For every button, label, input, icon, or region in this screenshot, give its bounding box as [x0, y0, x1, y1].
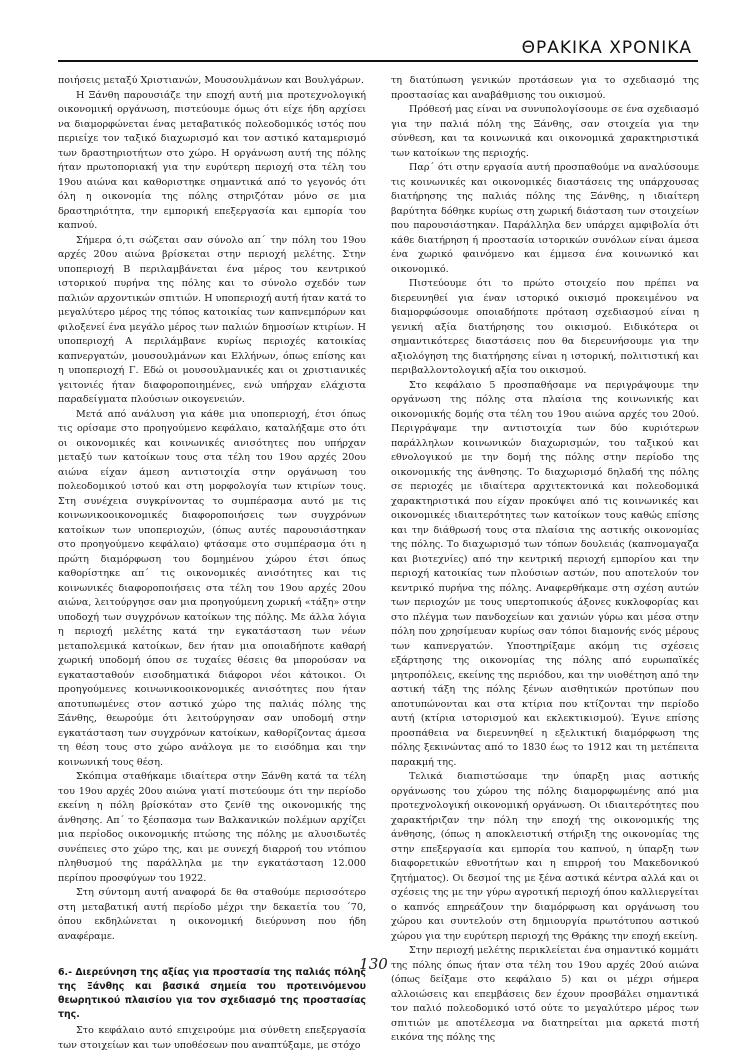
paragraph: ποιήσεις μεταξύ Χριστιανών, Μουσουλμάνων και Βουλγάρων.: [58, 75, 364, 86]
paragraph: Σκόπιμα σταθήκαμε ιδιαίτερα στην Ξάνθη κατά τα τέλη του 19ου αρχές 20ου αιώνα γιατί πιστεύουμε ότι την περίοδο εκείνη η πόλη βρίσκόταν στο ζενίθ της οικονομικής της άνθησης. Απ΄ το ξέσπασμα των Βαλκανικών πολέμων αρχίζει μια περίοδος οικονομικής πτώσης της πόλης με αλυσιδωτές συνέπειες στο χώρο της, και με συνεχή διαρροή του ντόπιου πληθυσμού της παράλληλα με την εγκατάσταση 12.000 περίπου προσφύγων του 1922.: [58, 771, 366, 884]
paragraph: τη διατύπωση γενικών προτάσεων για το σχεδιασμό της προστασίας και αναβάθμισης του οικισμού.: [391, 75, 699, 101]
paragraph: Παρ΄ ότι στην εργασία αυτή προσπαθούμε να αναλύσουμε τις κοινωνικές και οικονομικές διαστάσεις της υπάρχουσας διατήρησης της παλιάς πόλης της Ξάνθης, η ιδιαίτερη βαρύτητα δόθηκε κυρίως στη χωρική διάσταση των στοιχείων που παρουσιάστηκαν. Παράλληλα δεν υπάρχει αμφιβολία ότι κάθε διατήρηση ή προστασία ιστορικών συνόλων είναι άμεσα ένα χωρικό φαινόμενο και έμμεσα ένα κοινωνικό και οικονομικό.: [391, 162, 699, 275]
paragraph: Τελικά διαπιστώσαμε την ύπαρξη μιας αστικής οργάνωσης του χώρου της πόλης διαμορφωμένης από μια προτεχνολογική οικονομική οργάνωση. Οι ιδιαιτερότητες που χαρακτήριζαν την πόλη την εποχή της οικονομικής της άνθησης, (όπως η αποκλειστική στήριξη της οικονομίας της στην επεξεργασία και εμπορία του καπνού, η ύπαρξη των διαφορετικών εθνοτήτων και η επιρροή του Μακεδονικού ζητήματος). Οι δεσμοί της με ξένα αστικά κέντρα αλλά και οι σχέσεις της με την γύρω αγροτική περιοχή όπου καλλιεργείται ο καπνός επηρεάζουν την διαμόρφωση και οργάνωση του χώρου και συντελούν στη δημιουργία πρωτότυπου αστικού χώρου για την ευρύτερη περιοχή της Θράκης την εποχή εκείνη.: [391, 771, 699, 942]
paragraph: Στο κεφάλαιο αυτό επιχειρούμε μια σύνθετη επεξεργασία των στοιχείων και των υποθέσεων που αναπτύξαμε, με στόχο: [58, 1025, 366, 1051]
paragraph: Πιστεύουμε ότι το πρώτο στοιχείο που πρέπει να διερευνηθεί για έναν ιστορικό οικισμό προκειμένου να διαμορφώσουμε οποιαδήποτε πρόταση σχεδιασμού είναι η γενική αξία διατήρησης του οικισμού. Ειδικότερα οι σημαντικότερες διαστάσεις που θα διερευνήσουμε για την αξιολόγηση της διατήρησης είναι η ιστορική, πολιτιστική και περιβαλλοντολογική αξία του οικισμού.: [391, 278, 699, 376]
paragraph: Μετά από ανάλυση για κάθε μια υποπεριοχή, έτσι όπως τις ορίσαμε στο προηγούμενο κεφάλαιο, καταλήξαμε στο ότι οι οικονομικές και κοινωνικές ανισότητες που υπήρχαν μεταξύ των κατοίκων τους στα τέλη του 19ου αρχές 20ου αιώνα είχαν άμεση αντιστοιχία στην οργάνωση του πολεοδομικού ιστού και στη μορφολογία των κτιρίων τους. Στη συνέχεια συγκρίνοντας το συμπέρασμα αυτό με τις κοινωνικοοικονομικές διαφοροποιήσεις των συγχρόνων κατοίκων των υποπεριοχών, (όπως αυτές παρουσιάστηκαν στο προηγούμενο κεφάλαιο) φτάσαμε στο συμπέρασμα ότι η πρώτη διαμόρφωση του δομημένου χώρου έτσι όπως καθορίστηκε απ΄ τις οικονομικές ανισότητες και τις κοινωνικές διαφοροποιήσεις στα τέλη του 19ου αρχές 20ου αιώνα, λειτούργησε σαν μια προηγούμενη χωρική «τάξη» στην υποδοχή των συγχρόνων κατοίκων της πόλης. Με άλλα λόγια η περιοχή μελέτης κατά την εγκατάσταση των νέων μεταπολεμικά κατοίκων, δεν ήταν μια οποιαδήποτε καθαρή χωρική υποδομή όπου σε τυχαίες θέσεις θα μπορούσαν να εγκατασταθούν εισοδηματικά διάφοροι νέοι κάτοικοι. Οι προηγούμενες κοινωνικοοικονομικές ανισότητες που ήταν αποτυπωμένες στον αστικό χώρο της παλιάς πόλης της Ξάνθης, θεωρούμε ότι λειτούργησαν σαν υποδομή στην εγκατάσταση των συγχρόνων κατοίκων, καθορίζοντας άμεσα τη θέση τους στο χώρο ανάλογα με το εισόδημα και την κοινωνική τους θέση.: [58, 408, 366, 768]
paragraph: Στην περιοχή μελέτης περικλείεται ένα σημαντικό κομμάτι της πόλης όπως ήταν στα τέλη του 19ου αρχές 20ού αιώνα (όπως δείξαμε στο κεφάλαιο 5) και οι μέχρι σήμερα αλλοιώσεις και επεμβάσεις δεν έχουν προσβάλει σημαντικά τον παλιό πολεοδομικό ιστό ούτε το μεγαλύτερο μέρος των σπιτιών με αποτέλεσμα να διατηρείται μια αρκετά πιστή εικόνα της πόλης της: [391, 945, 699, 1043]
paragraph: Σήμερα ό,τι σώζεται σαν σύνολο απ΄ την πόλη του 19ου αρχές 20ου αιώνα βρίσκεται στην περιοχή μελέτης. Στην υποπεριοχή Β περιλαμβάνεται ένα μέρος του κεντρικού ιστορικού πυρήνα της πόλης και το σύνολο σχεδόν των παλιών αρχοντικών σπιτιών. Η υποπεριοχή αυτή ήταν κατά το μεγαλύτερο μέρος της τόπος κατοικίας των καπνεμπόρων και φιλοξενεί ένα μεγάλο μέρος των παλιών δημοσίων κτιρίων. Η υποπεριοχή Α περιλάμβανε κυρίως περιοχές κατοικίας καπνεργατών, μουσουλμάνων και Ελλήνων, όπως επίσης και η υποπεριοχή Γ. Εδώ οι μουσουλμανικές και οι χριστιανικές γειτονιές ήταν διαφοροποιημένες, ενώ υπήρχαν ελάχιστα παραδείγματα πλούσιων οικογενειών.: [58, 234, 366, 405]
running-header: [58, 36, 698, 62]
paragraph: Η Ξάνθη παρουσιάζε την εποχή αυτή μια προτεχνολογική οικονομική οργάνωση, πιστεύουμε όμως ότι είχε ήδη αρχίσει να διαμορφώνεται ένας μεταβατικός πολεοδομικός ιστός που περιείχε τον ταξικό διαχωρισμό και τον αστικό καταμερισμό των δραστηριοτήτων στο χώρο. Η οργάνωση αυτή της πόλης ήταν πρωτοποριακή για την ευρύτερη περιοχή στα τέλη του 19ου αιώνα και καθοριστηκε σημαντικά από το γεγονός ότι όλη η οικονομία της πόλης στηριζόταν μόνο σε μια δραστηριότητα, την εμπορική επεξεργασία και εμπορία του καπνού.: [58, 89, 366, 231]
page-number: 130: [359, 955, 388, 973]
left-column: [58, 74, 366, 1053]
paragraph: Πρόθεσή μας είναι να συνυπολογίσουμε σε ένα σχεδιασμό για την παλιά πόλη της Ξάνθης, σαν στοιχεία για την σύνθεση, και τα κοινωνικά και οικονομικά χαρακτηριστικά των κατοίκων της περιοχής.: [391, 104, 699, 159]
journal-title: ΘΡΑΚΙΚΑ ΧΡΟΝΙΚΑ: [521, 38, 692, 58]
paragraph: Στη σύντομη αυτή αναφορά δε θα σταθούμε περισσότερο στη μεταβατική αυτή περίοδο μέχρι την δεκαετία του ΄70, όπου εκδηλώνεται η οικονομική διεύρυνση που ήδη αναφέραμε.: [58, 887, 366, 942]
section-heading: 6.- Διερεύνηση της αξίας για προστασία της παλιάς πόλης της Ξάνθης και βασικά σημεία του προτεινόμενου θεωρητικού πλαισίου για τον σχεδιασμό της προστασίας της.: [58, 967, 366, 1020]
paragraph: Στο κεφάλαιο 5 προσπαθήσαμε να περιγράψουμε την οργάνωση της πόλης στα πλαίσια της κοινωνικής και οικονομικής δομής στα τέλη του 19ου αιώνα αρχές του 20ού. Περιγράψαμε την αντιστοιχία των δύο κυριότερων παράλληλων κοινωνικών διαχωρισμών, του ταξικού και εθνολογικού με την δομή της πόλης στην περίοδο της οικονομικής της άνθησης. Το διαχωρισμό δηλαδή της πόλης σε περιοχές με ιδιαίτερα αρχιτεκτονικά και πολεοδομικά χαρακτηριστικά που είχαν προκύψει από τις κοινωνικές και οικονομικές ιδιαιτερότητες των κατοίκων τους καθώς επίσης και την διάθρωσή τους στα πλαίσια της αστικής οικονομίας της πόλης. Το διαχωρισμό των τόπων δουλειάς (καπνομαγαζα και βιοτεχνίες) από την κεντρική περιοχή εμπορίου και την περιοχή κατοικίας των πλούσιων αστών, που αποτελούν τον κεντρικό πυρήνα της πόλης. Αναφερθήκαμε στη σχέση αυτών των περιοχών με τους υπερτοπικούς άξονες κυκλοφορίας και στο πλέγμα των πανδοχείων και χανιών γύρω και μέσα στην πόλη που χρησίμευαν κυρίως σαν τόποι διαμονής ενός μέρους των καπνεργατών. Υποστηρίξαμε ακόμη τις σχέσεις εξάρτησης της οικονομίας της πόλης από ευρωπαϊκές μητροπόλεις, εκείνης της περιόδου, και την υιοθέτηση από την αστική τάξη της πόλης ξένων αισθητικών προτύπων που αποτυπώνονται και στα κτίρια που κτίζονται την περίοδο αυτή (κτίρια ιστορισμού και εκλεκτικισμού). Έγινε επίσης προσπάθεια να διερευνηθεί η εξελικτική διαμόρφωση της πόλης ξεκινώντας από το 1830 έως το 1912 και τη μετέπειτα παρακμή της.: [391, 379, 699, 768]
right-column: [391, 74, 699, 1046]
